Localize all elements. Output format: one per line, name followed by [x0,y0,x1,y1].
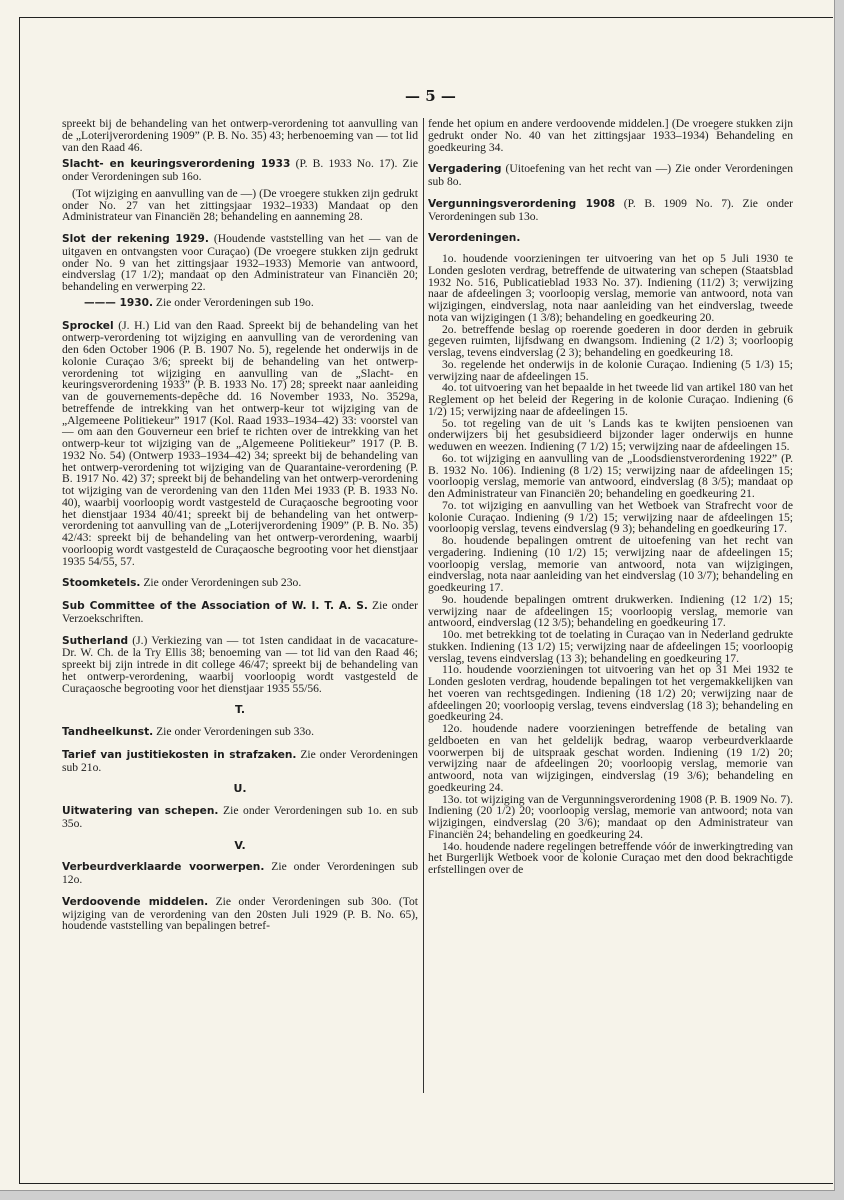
section-letter-v: V. [234,838,246,852]
entry-title: Vergadering [428,163,502,176]
entry-text: (J. H.) Lid van den Raad. Spreekt bij de behandeling van het ontwerp-verordening tot wijziging en aanvulling van de verordening van den 6den October 1906 (P. B. 1907 No. 5), regelende het onderwijs in de kolonie Curaçao 3/6; spreekt bij de behandeling van het ontwerp-verordening tot wijziging en aanvulling van de „Slacht- en keuringsverordening 1933” (P. B. 1933 No. 17) 28; spreekt naar aanleiding van de gouvernements-depêche dd. 16 November 1933, No. 3529a, betreffende de intrekking van het ontwerp-keur tot wijziging van de „Algemeene Politiekeur” 1917 (Kol. Raad 1933–1934–42) 33: voorstel van — om aan den Gouverneur een brief te richten over de intrekking van het ontwerp-keur tot wijziging van de „Algemeene Politiekeur” 1917 (P. B. 1932 No. 54) (Ontwerp 1933–1934–42) 34; spreekt bij de behandeling van het ontwerp-verordening tot wijziging van de Quarantaine-verordening (P. B. 1917 No. 42) 37; spreekt bij de behandeling van het ontwerp-verordening tot wijziging van de verordening van den 11den Mei 1933 (P. B. 1933 No. 40), waarbij voorloopig wordt vastgesteld de Curaçaosche begrooting voor het dienstjaar 1934 40/41; spreekt bij de behandeling van het ontwerp-verordening tot aanvulling van de „Loterijverordening 1909” (P. B. No. 35) 42/43: spreekt bij de behandeling van het ontwerp-verordening, waarbij voorloopig wordt vastgesteld de Curaçaosche begrooting voor het dienstjaar 1935 54/55, 57. [62,318,418,568]
entry-sprockel [62,320,418,568]
verordening-item: 7o. tot wijziging en aanvulling van het Wetboek van Strafrecht voor de kolonie Curaçao. Indiening (9 1/2) 15; verwijzing naar de afdeelingen 15; voorloopig verslag, tevens eindverslag (9 3); behandeling en goedkeuring 17. [428,498,793,536]
entry-title: Slot der rekening 1929. [62,233,209,245]
verordening-item: 11o. houdende voorzieningen tot uitvoering van het op 31 Mei 1932 te Londen gesloten verdrag, houdende bepalingen tot het vergemakkelijken van het voeren van rechtsgedingen. Indiening (18 1/2) 20; verwijzing naar de afdeelingen 20; voorloopig verslag, tevens eindverslag (18 3); behandeling en goedkeuring 24. [428,663,793,724]
entry-tarief-justitiekosten [62,749,418,774]
column-divider [423,118,424,1093]
entry-text: Zie onder Verordeningen sub 1o. en sub 35o. [62,804,418,830]
entry-title: Tandheelkunst. [62,726,154,738]
entry-title: Slacht- en keuringsverordening 1933 [62,158,291,171]
entry-vergadering [428,163,793,188]
verordening-item: 9o. houdende bepalingen omtrent drukwerken. Indiening (12 1/2) 15; verwijzing naar de afdeelingen 15; voorloopig verslag, memorie van antwoord, eindverslag (12 3/5); behandeling en goedkeuring 17. [428,592,793,630]
entry-text: Zie onder Verordeningen sub 21o. [62,747,418,774]
entry-title: Tarief van justitiekosten in strafzaken. [62,748,297,761]
entry-vergunningsverordening [428,198,793,223]
verordening-item: 5o. tot regeling van de uit 's Lands kas te kwijten pensioenen van onderwijzers bij het gesubsidieerd bijzonder lager onderwijs en hunne weduwen en weezen. Indiening (7 1/2) 15; verwijzing naar de afdeelingen 15. [428,416,793,453]
verordening-item: 2o. betreffende beslag op roerende goederen in door derden in gebruik gegeven ruimten, lijfsdwang en dwangsom. Indiening (2 1/2) 3; voorloopig verslag, tevens eindverslag (2 3); behandeling en goedkeuring 18. [428,322,793,359]
verordening-item: 13o. tot wijziging van de Vergunningsverordening 1908 (P. B. 1909 No. 7). Indiening (20 1/2) 20; voorloopig verslag, memorie van antwoord; nota van wijzigingen, eindverslag (20 3/6); mandaat op den Administrateur van Financiën 24; behandeling en goedkeuring 24. [428,792,793,841]
entry-text: (Uitoefening van het recht van —) Zie onder Verordeningen sub 8o. [428,162,793,188]
entry-title: Sprockel [62,319,114,332]
entry-text: (P. B. 1909 No. 7). Zie onder Verordeningen sub 13o. [428,196,793,223]
entry-text: Zie onder Verzoekschriften. [62,599,418,625]
verordening-item: 3o. regelende het onderwijs in de kolonie Curaçao. Indiening (5 1/3) 15; verwijzing naar de afdeelingen 15. [428,357,793,383]
verordening-item: 8o. houdende bepalingen omtrent de uitoefening van het recht van vergadering. Indiening (10 1/2) 15; verwijzing naar de afdeelingen 15; voorloopig verslag, memorie van antwoord, nota van wijzigingen, eindverslag, nota naar aanleiding van het eindverslag (10 3/7); behandeling en goedkeuring 17. [428,534,793,594]
entry-text: Zie onder Verordeningen sub 30o. (Tot wijziging van de verordening van den 20sten Juli 1929 (P. B. No. 65), houdende vaststelling van bepalingen betref- [62,894,418,933]
entry-sutherland [62,635,418,695]
entry-title: Sutherland [62,634,129,647]
verordening-item: 4o. tot uitvoering van het bepaalde in het tweede lid van artikel 180 van het Reglement op het beleid der Regering in de kolonie Curaçao. Indiening (6 1/2) 15; verwijzing naar de afdeelingen 15. [428,381,793,418]
section-letter-u: U. [233,782,247,796]
verordening-item: 10o. met betrekking tot de toelating in Curaçao van in Nederland gedrukte stukken. Indiening (13 1/2) 15; verwijzing naar de afdeelingen 15; voorloopig verslag, tevens eindverslag (13 3); behandeling en goedkeuring 17. [428,628,793,665]
entry-text: Zie onder Verordeningen sub 23o. [140,576,302,590]
entry-title: Sub Committee of the Association of W. I. T. A. S. [62,600,368,612]
entry-slot-der-rekening-1930 [62,297,418,310]
verordening-item: 14o. houdende nadere regelingen betreffende vóór de inwerkingtreding van het Burgerlijk Wetboek voor de kolonie Curaçao met den dood bekrachtigde erfstellingen over de [428,839,793,876]
verordening-item: 12o. houdende nadere voorzieningen betreffende de betaling van geldboeten en van het geldelijk bedrag, waarop verbeurdverklaarde voorwerpen bij de uitspraak geschat worden. Indiening (19 1/2) 20; verwijzing naar de afdeelingen 20; voorloopig verslag, memorie van antwoord, nota van wijzigingen, eindverslag (19 3/6); behandeling en goedkeuring 24. [428,722,793,794]
entry-title: Stoomketels. [62,577,141,590]
entry-slacht-subtext: (Tot wijziging en aanvulling van de —) (De vroegere stukken zijn gedrukt onder No. 27 van het zittingsjaar 1932–1933) Mandaat op den Administrateur van Financiën 28; behandeling en aanneming 28. [62,186,418,224]
right-column [428,118,793,876]
entry-text: Zie onder Verordeningen sub 12o. [62,860,418,886]
verordening-item: 6o. tot wijziging en aanvulling van de „Loodsdienstverordening 1922” (P. B. 1932 No. 106). Indiening (8 1/2) 15; verwijzing naar de afdeelingen 15; voorloopig verslag, memorie van antwoord, eindverslag (8 3/5); mandaat op den Administrateur van Financiën 20; behandeling en goedkeuring 21. [428,451,793,500]
entry-slacht-keuringsverordening [62,158,418,183]
entry-verdoovende-continuation: fende het opium en andere verdoovende middelen.] (De vroegere stukken zijn gedrukt onder No. 40 van het zittingsjaar 1933–1934) Behandeling en goedkeuring 34. [428,117,793,154]
entry-title: ——— 1930. [84,296,153,309]
entry-title: Verdoovende middelen. [62,895,209,908]
entry-verbeurdverklaarde [62,861,418,886]
entry-verdoovende-middelen [62,896,418,932]
entry-tandheelkunst [62,726,418,739]
entry-slot-der-rekening-1929 [62,233,418,293]
entry-text: (Houdende vaststelling van het — van de uitgaven en ontvangsten voor Curaçao) (De vroegere stukken zijn gedrukt onder No. 9 van het zittingsjaar 1932–1933) Memorie van antwoord, eindverslag (17 1/2); mandaat op den Administrateur van Financiën 20; behandeling en verwerping 22. [62,232,418,293]
page-number: — 5 — [405,87,456,105]
entry-sub-committee [62,600,418,625]
entry-text: (P. B. 1933 No. 17). Zie onder Verordeningen sub 16o. [62,157,418,183]
entry-uitwatering [62,805,418,830]
entry-title: Uitwatering van schepen. [62,805,219,817]
left-column [62,118,418,942]
entry-verordeningen [428,232,793,245]
entry-text: Zie onder Verordeningen sub 33o. [153,725,314,738]
verordening-item: 1o. houdende voorzieningen ter uitvoering van het op 5 Juli 1930 te Londen gesloten verdrag, betreffende de uitwatering van schepen (Staatsblad 1932 No. 516, Publicatieblad 1933 No. 37). Indiening (11/2) 3; verwijzing naar de afdeelingen 3; voorloopig verslag, memorie van antwoord, nota van wijzigingen, eindverslag, nota naar aanleiding van het eindverslag, tweede nota van wijzigingen (1 3/8); behandeling en goedkeuring 20. [428,252,793,324]
entry-title: Vergunningsverordening 1908 [428,197,616,210]
entry-title: Verbeurdverklaarde voorwerpen. [62,861,265,874]
entry-text: Zie onder Verordeningen sub 19o. [152,295,314,309]
entry-stoomketels [62,577,418,590]
entry-continuation: spreekt bij de behandeling van het ontwerp-verordening tot aanvulling van de „Loterijverordening 1909” (P. B. No. 35) 43; herbenoeming van — tot lid van den Raad 46. [62,117,418,154]
entry-title: Verordeningen. [428,232,521,245]
entry-text: (J.) Verkiezing van — tot 1sten candidaat in de vacacature-Dr. W. Ch. de la Try Ellis 38; benoeming van — tot lid van den Raad 46; spreekt bij zijn intrede in dit college 46/47; spreekt bij de behandeling van het ontwerp-verordening, waarbij voorloopig wordt vastgesteld de Curaçaosche begrooting voor het dienstjaar 1935 55/56. [62,633,418,695]
section-letter-t: T. [234,703,245,717]
